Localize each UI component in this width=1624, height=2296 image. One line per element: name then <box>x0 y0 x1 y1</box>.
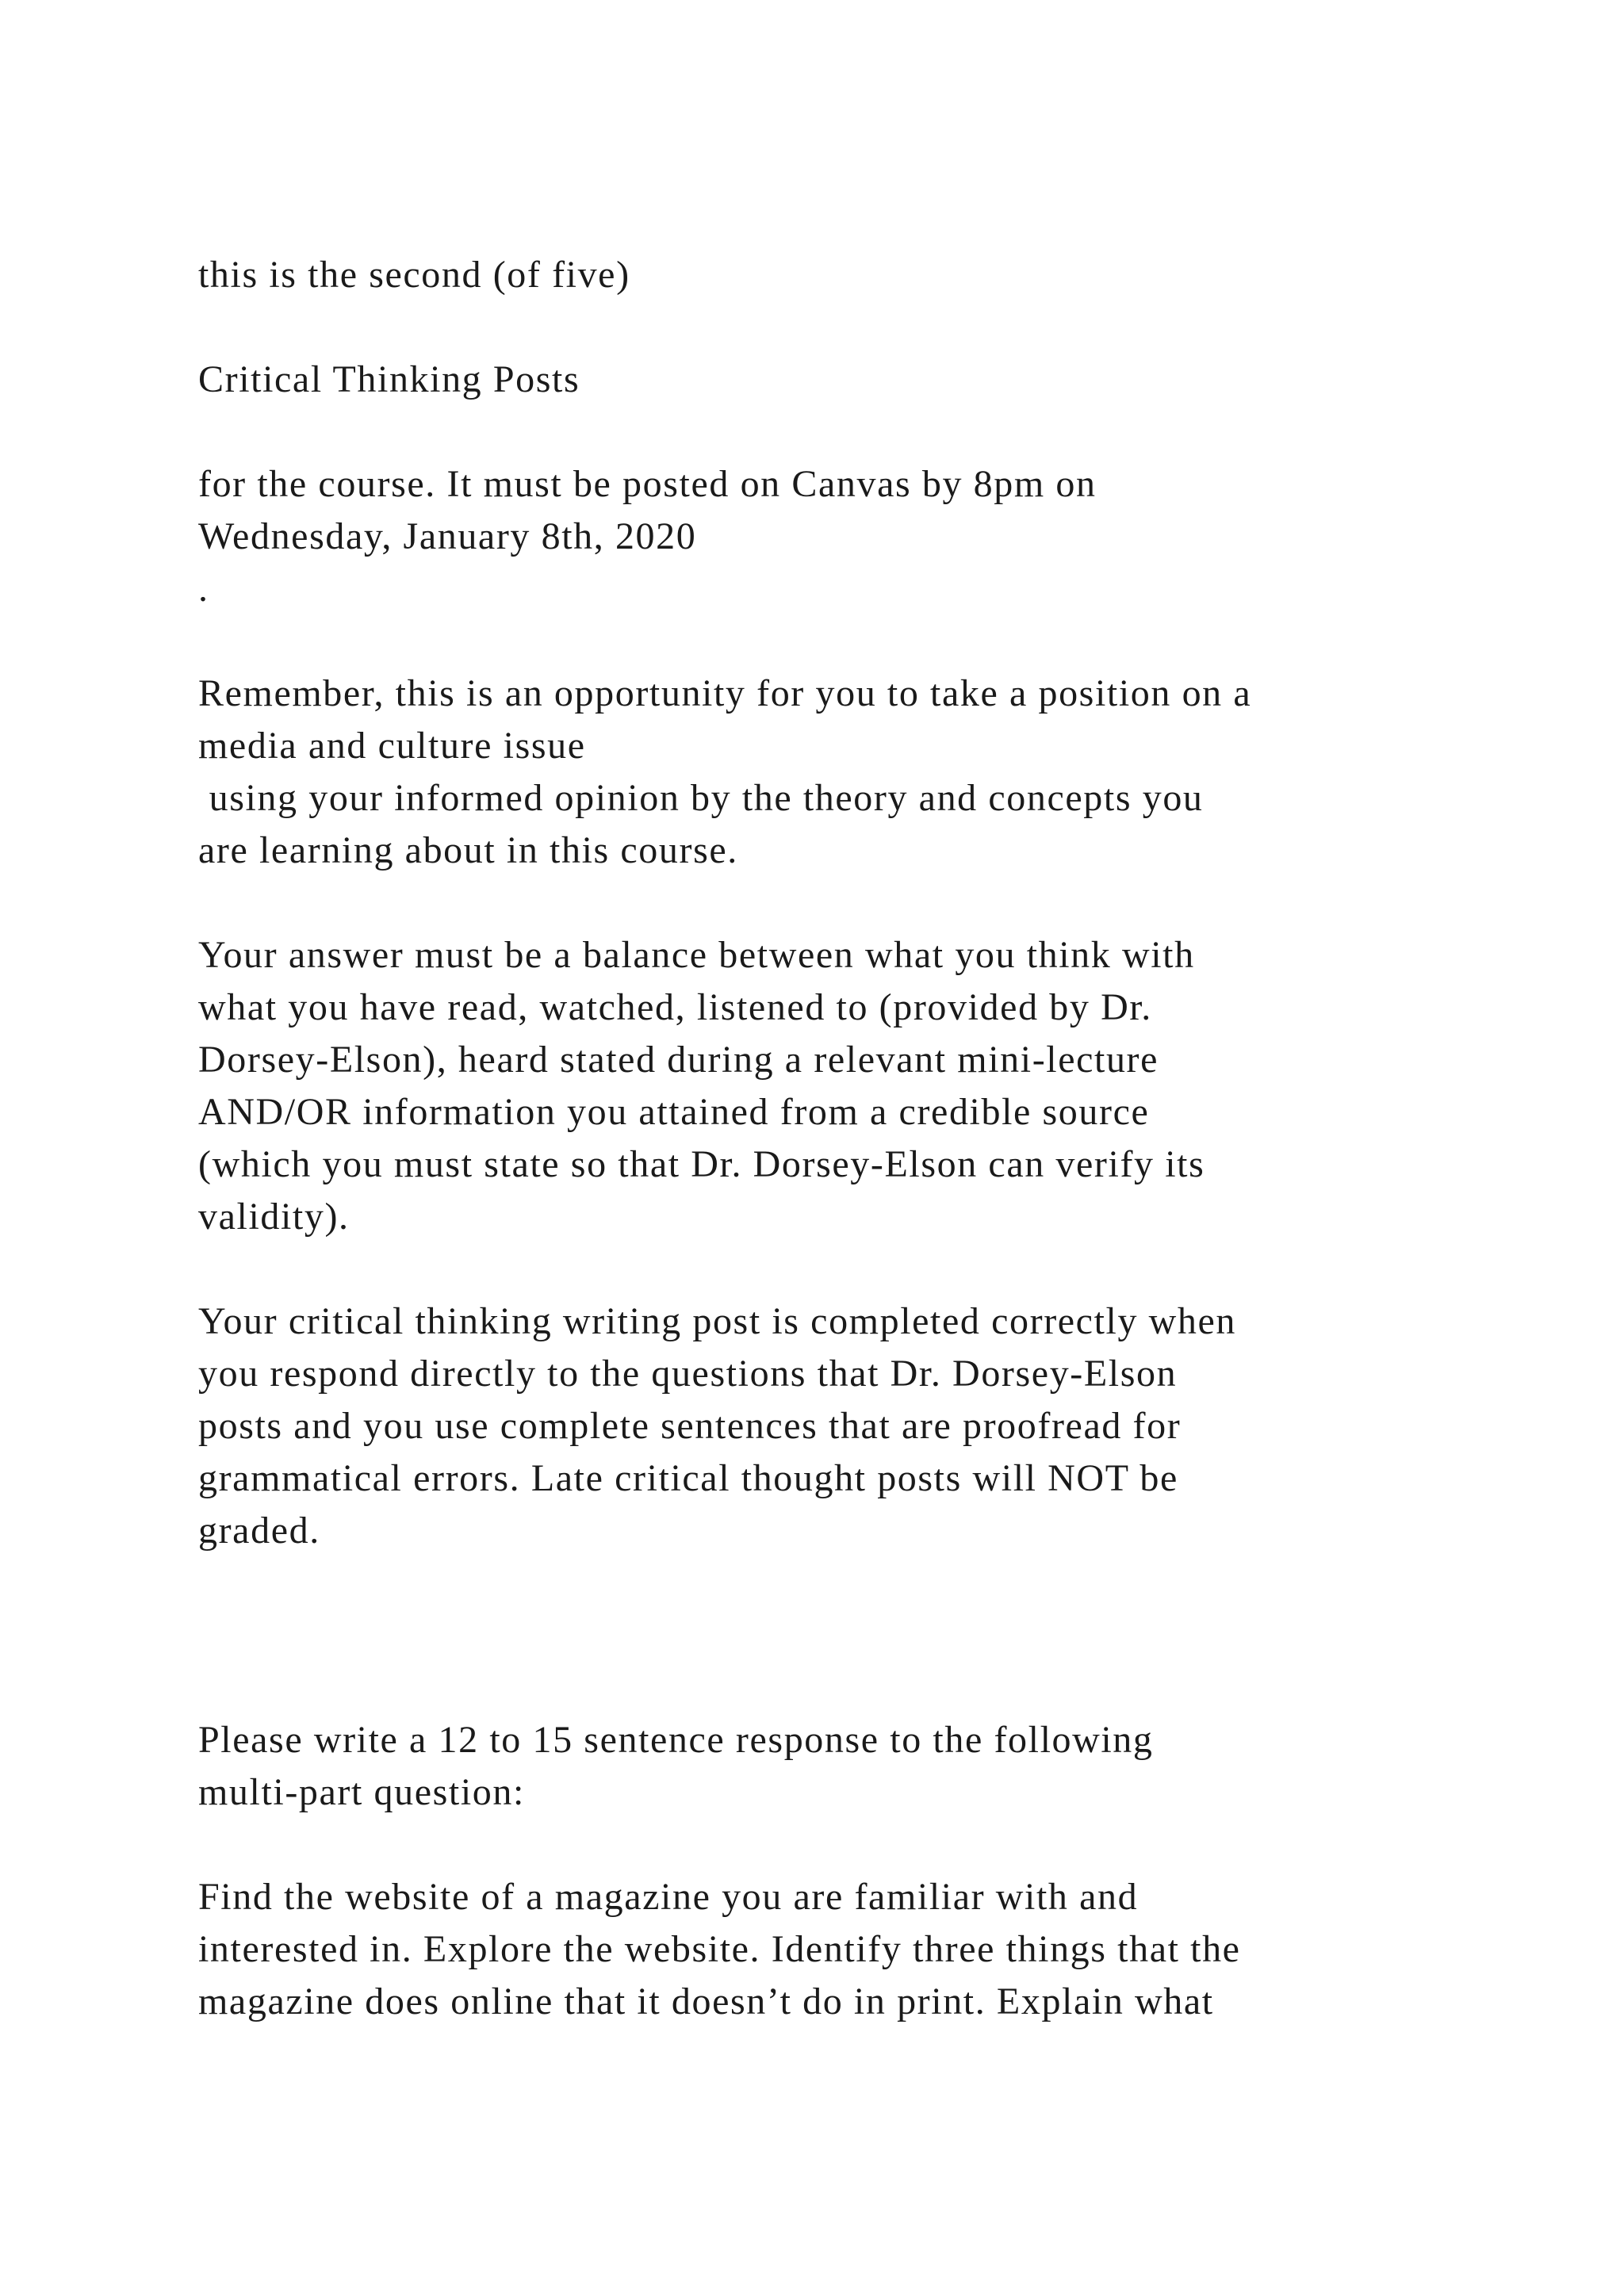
reminder-paragraph <box>198 668 1507 877</box>
deadline-line-2: Wednesday, January 8th, 2020 <box>198 515 697 557</box>
intro-paragraph <box>198 249 1507 301</box>
deadline-line-1: for the course. It must be posted on Canvas by 8pm on <box>198 463 1097 505</box>
instruction-paragraph <box>198 1714 1507 1819</box>
reminder-line-2: media and culture issue <box>198 725 586 767</box>
heading-paragraph <box>198 354 1507 406</box>
balance-line-6: validity). <box>198 1196 350 1238</box>
criteria-line-5: graded. <box>198 1510 320 1552</box>
balance-line-5: (which you must state so that Dr. Dorsey-Elson can verify its <box>198 1143 1205 1185</box>
intro-line: this is the second (of five) <box>198 254 630 296</box>
question-line-2: interested in. Explore the website. Identify three things that the <box>198 1928 1241 1970</box>
deadline-line-3: . <box>198 568 209 610</box>
criteria-line-2: you respond directly to the questions that Dr. Dorsey-Elson <box>198 1353 1178 1395</box>
question-paragraph <box>198 1871 1507 2028</box>
criteria-paragraph <box>198 1295 1507 1557</box>
heading-line: Critical Thinking Posts <box>198 358 580 400</box>
balance-line-2: what you have read, watched, listened to (provided by Dr. <box>198 986 1152 1028</box>
balance-line-3: Dorsey-Elson), heard stated during a relevant mini-lecture <box>198 1039 1159 1081</box>
balance-line-1: Your answer must be a balance between what you think with <box>198 934 1195 976</box>
deadline-paragraph <box>198 458 1507 615</box>
balance-line-4: AND/OR information you attained from a credible source <box>198 1091 1150 1133</box>
criteria-line-3: posts and you use complete sentences that are proofread for <box>198 1405 1182 1447</box>
instruction-line-1: Please write a 12 to 15 sentence response to the following <box>198 1719 1154 1761</box>
reminder-line-1: Remember, this is an opportunity for you to take a position on a <box>198 672 1252 714</box>
criteria-line-4: grammatical errors. Late critical thought posts will NOT be <box>198 1457 1178 1499</box>
criteria-line-1: Your critical thinking writing post is completed correctly when <box>198 1300 1237 1342</box>
instruction-line-2: multi-part question: <box>198 1771 525 1813</box>
question-line-1: Find the website of a magazine you are familiar with and <box>198 1876 1139 1918</box>
balance-paragraph <box>198 929 1507 1243</box>
question-line-3: magazine does online that it doesn’t do in print. Explain what <box>198 1980 1214 2022</box>
reminder-line-3: using your informed opinion by the theory and concepts you <box>198 777 1204 819</box>
reminder-line-4: are learning about in this course. <box>198 829 738 871</box>
